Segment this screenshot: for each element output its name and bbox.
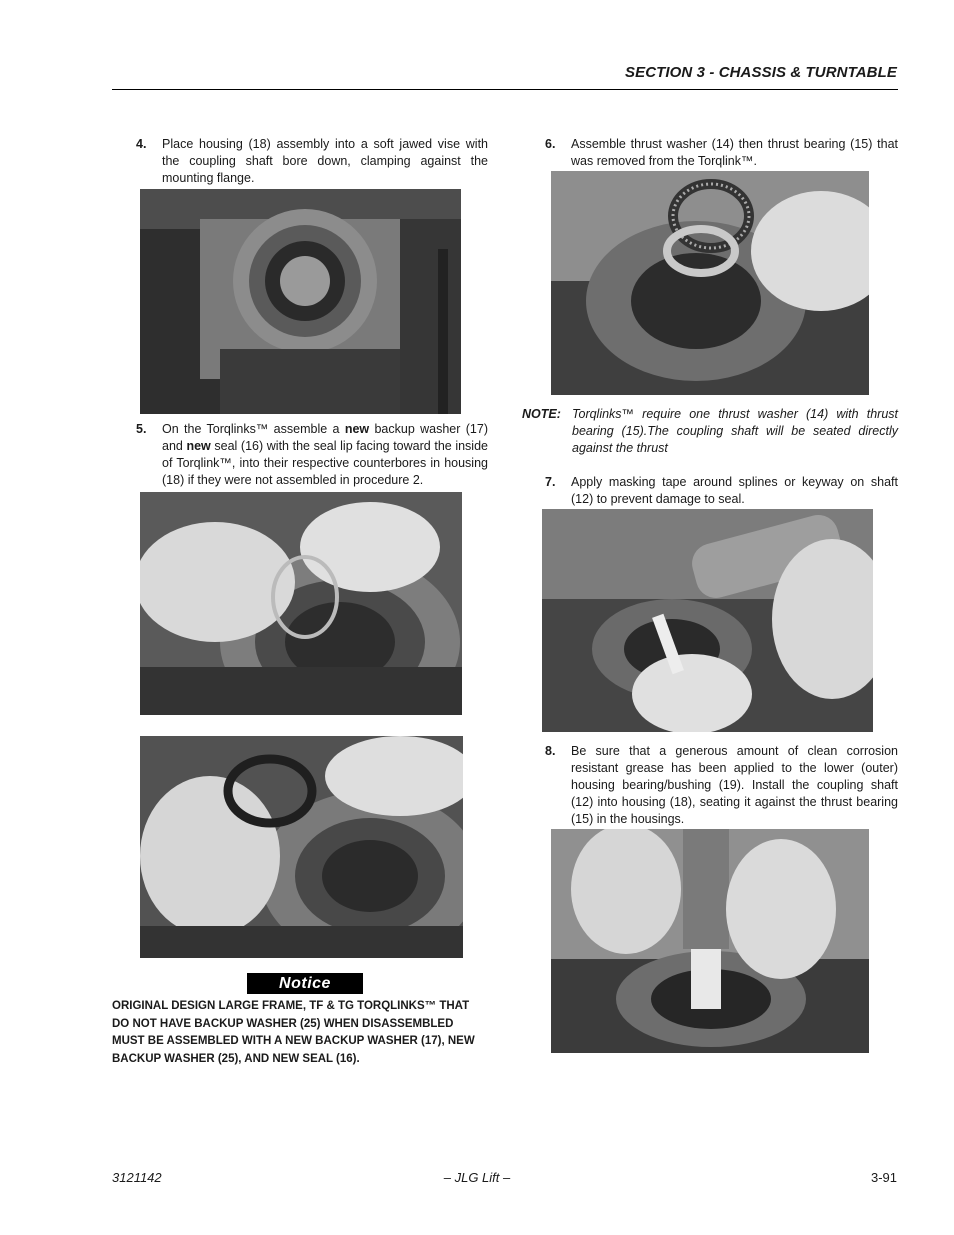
step-text: Assemble thrust washer (14) then thrust bearing (15) that was removed from the Torqlink™. [571, 137, 898, 168]
emphasis-new: new [186, 439, 211, 453]
notice-badge: Notice [247, 973, 363, 994]
step-number: 7. [545, 475, 556, 489]
text-part: On the Torqlinks™ assemble a [162, 422, 345, 436]
note-text: Torqlinks™ require one thrust washer (14) with thrust bearing (15).The coupling shaft will be seated directly against the thrust [572, 407, 898, 455]
step-8 [545, 743, 898, 828]
photo-installing-coupling-shaft [551, 829, 869, 1053]
step-7 [545, 474, 898, 508]
step-text: Place housing (18) assembly into a soft jawed vise with the coupling shaft bore down, clamping against the mounting flange. [162, 137, 488, 185]
step-5 [136, 421, 488, 489]
photo-housing-in-vise [140, 189, 461, 414]
step-number: 4. [136, 137, 147, 151]
header-rule [112, 89, 898, 90]
text-part: backup washer (17) and [162, 422, 488, 453]
note-label: NOTE: [522, 407, 561, 421]
photo-installing-seal [140, 736, 463, 958]
step-number: 6. [545, 137, 556, 151]
step-text: Apply masking tape around splines or keyway on shaft (12) to prevent damage to seal. [571, 475, 898, 506]
emphasis-new: new [344, 422, 370, 436]
photo-masking-tape-shaft [542, 509, 873, 732]
step-number: 8. [545, 744, 556, 758]
notice-text: ORIGINAL DESIGN LARGE FRAME, TF & TG TORQLINKS™ THAT DO NOT HAVE BACKUP WASHER (25) WHEN DISASSEMBLED MUST BE ASSEMBLED WITH A NEW BACKUP WASHER (17), NEW BACKUP WASHER (25), AND NEW SEAL (16). [112, 1000, 475, 1065]
photo-thrust-washer-bearing [551, 171, 869, 395]
footer-doc-number: 3121142 [112, 1170, 162, 1185]
text-part: seal (16) with the seal lip facing toward the inside of Torqlink™, into their respective counterbores in housing (18) if they were not assembled in procedure 2. [162, 439, 488, 487]
section-header-title: SECTION 3 - CHASSIS & TURNTABLE [624, 64, 897, 81]
note-block [522, 406, 898, 457]
step-4 [136, 136, 488, 187]
photo-installing-backup-washer [140, 492, 462, 715]
step-number: 5. [136, 422, 147, 436]
step-text [162, 421, 488, 489]
footer-page-number: 3-91 [870, 1170, 897, 1185]
footer-center: – JLG Lift – [443, 1170, 511, 1185]
step-text: Be sure that a generous amount of clean corrosion resistant grease has been applied to the lower (outer) housing bearing/bushing (19). Install the coupling shaft (12) into housing (18), seating it against the thrust bearing (15) in the housings. [571, 744, 898, 826]
step-6 [545, 136, 898, 170]
